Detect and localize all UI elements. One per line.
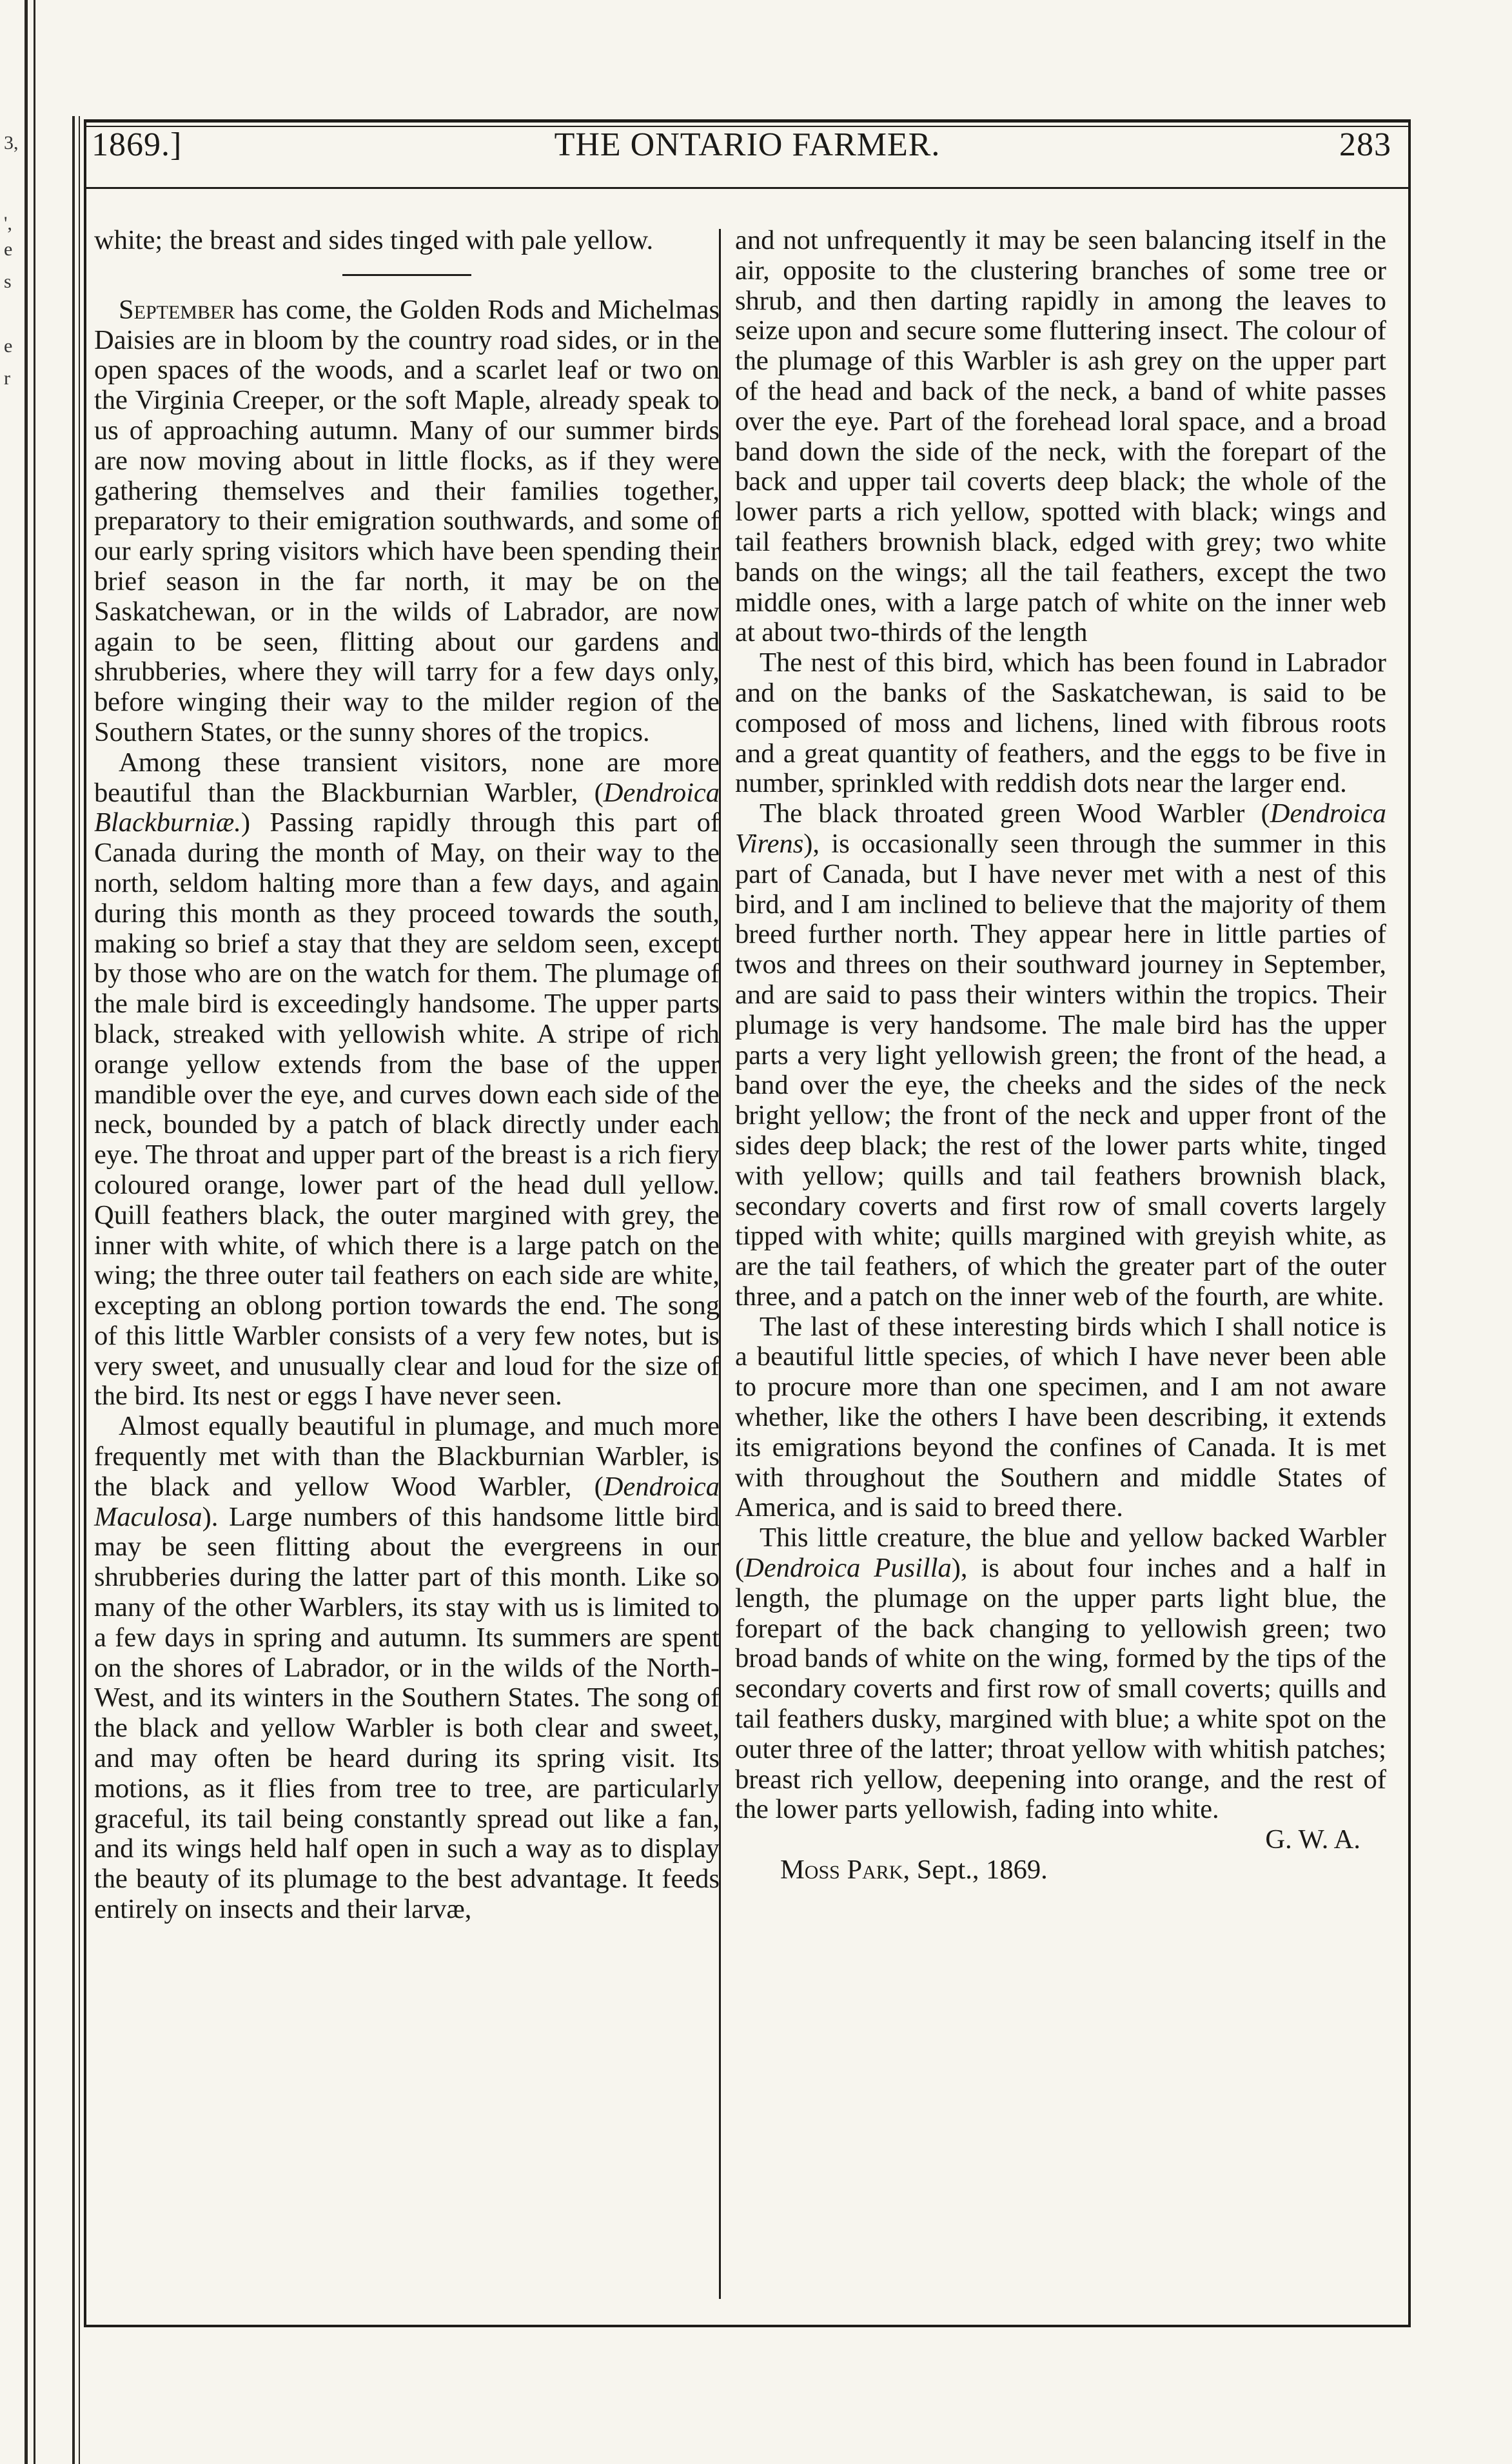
binding-line [25,0,28,2464]
header-title: THE ONTARIO FARMER. [554,126,941,163]
species-name: Dendroica Virens [735,798,1386,859]
paragraph: The nest of this bird, which has been found in Labrador and on the banks of the Saskatchewan, is said to be composed of moss and lichens, lined with fibrous roots and a great quantity of feathers, and the eggs to be five in number, sprinkled with reddish dots near the larger end. [735,647,1386,799]
author-signature: G. W. A. [1265,1824,1360,1855]
species-name: Dendroica Blackburniæ. [94,777,720,838]
header-year: 1869.] [92,126,182,163]
margin-fragment: e [4,335,13,357]
margin-fragment: ', [4,213,12,234]
paragraph: This little creature, the blue and yellow backed Warbler (Dendroica Pusilla), is about four inches and a half in length, the plumage on the upper parts light blue, the forepart of the back changing to yellowish green; two broad bands of white on the wing, formed by the tips of the secondary coverts and first row of small coverts; quills and tail feathers dusky, margined with blue; a white spot on the outer three of the latter; throat yellow with whitish patches; breast rich yellow, deepening into orange, and the rest of the lower parts yellowish, fading into white. [735,1523,1386,1825]
running-header [84,126,1411,190]
binding-edge [0,0,84,2464]
header-rule [84,187,1411,189]
bottom-rule [84,2325,1411,2327]
dateline-date: , Sept., 1869. [903,1855,1048,1886]
right-column [735,226,1386,1886]
paragraph: and not unfrequently it may be seen balancing itself in the air, opposite to the clustering branches of some tree or shrub, and then darting rapidly in among the leaves to seize upon and secure some fluttering insect. The colour of the plumage of this Warbler is ash grey on the upper part of the head and back of the neck, a band of white passes over the eye. Part of the forehead loral space, and a broad band down the side of the neck, with the forepart of the back and upper tail coverts deep black; the whole of the lower parts a rich yellow, spotted with black; wings and tail feathers brownish black, edged with grey; two white bands on the wings; all the tail feathers, except the two middle ones, with a large patch of white on the inner web at about two-thirds of the length [735,225,1386,648]
margin-fragment: 3, [4,132,19,153]
top-rule [84,119,1411,123]
paragraph: white; the breast and sides tinged with pale yellow. [94,225,654,255]
paragraph: The last of these interesting birds which I shall notice is a beautiful little species, of which I have never been able to procure more than one specimen, and I am not aware whether, like the others I have been describing, it extends its emigrations beyond the confines of Canada. It is met with throughout the Southern and middle States of America, and is said to breed there. [735,1311,1386,1523]
left-frame-rule [84,119,86,2325]
binding-line [34,0,35,2464]
paragraph: Almost equally beautiful in plumage, and much more frequently met with than the Blackburnian Warbler, is the black and yellow Wood Warbler, (Dendroica Maculosa). Large numbers of this handsome little bird may be seen flitting about the evergreens in our shrubberies during the latter part of this month. Like so many of the other Warblers, its stay with us is limited to a few days in spring and autumn. Its summers are spent on the shores of Labrador, or in the wilds of the North-West, and its winters in the Southern States. The song of the black and yellow Warbler is both clear and sweet, and may often be heard during its spring visit. Its motions, as it flies from tree to tree, are particularly graceful, its tail being constantly spread out like a fan, and its wings held half open in such a way as to display the beauty of its plumage to the best advantage. It feeds entirely on insects and their larvæ, [94,1411,720,1925]
lead-word: September [119,294,235,325]
margin-fragment: s [4,271,12,292]
dateline-place: Moss Park [780,1855,903,1886]
species-name: Dendroica Maculosa [94,1471,720,1532]
margin-fragment: e [4,239,13,260]
species-name: Dendroica Pusilla [744,1553,952,1584]
section-divider [342,274,471,276]
left-column [94,226,720,1925]
paragraph: Among these transient visitors, none are more beautiful than the Blackburnian Warbler, (Dendroica Blackburniæ.) Passing rapidly through this part of Canada during the month of May, on their way to the north, seldom halting more than a few days, and again during this month as they proceed towards the south, making so brief a stay that they are seldom seen, except by those who are on the watch for them. The plumage of the male bird is exceedingly handsome. The upper parts black, streaked with yellowish white. A stripe of rich orange yellow extends from the base of the upper mandible over the eye, and curves down each side of the neck, bounded by a patch of black directly under each eye. The throat and upper part of the breast is a rich fiery coloured orange, lower part of the head dull yellow. Quill feathers black, the outer margined with grey, the inner with white, of which there is a large patch on the wing; the three outer tail feathers on each side are white, excepting an oblong portion towards the end. The song of this little Warbler consists of a very few notes, but is very sweet, and unusually clear and loud for the size of the bird. Its nest or eggs I have never seen. [94,747,720,1412]
binding-line [79,116,80,2464]
dateline [735,1855,1386,1886]
right-frame-rule [1408,119,1411,2325]
margin-fragment: r [4,368,10,389]
paragraph: September has come, the Golden Rods and Michelmas Daisies are in bloom by the country road sides, or in the open spaces of the woods, and a scarlet leaf or two on the Virginia Creeper, or the soft Maple, already speak to us of approaching autumn. Many of our summer birds are now moving about in little flocks, as if they were gathering themselves and their families together, preparatory to their emigration southwards, and some of our early spring visitors which have been spending their brief season in the far north, it may be on the Saskatchewan, or in the wilds of Labrador, are now again to be seen, flitting about our gardens and shrubberies, where they will tarry for a few days only, before winging their way to the milder region of the Southern States, or the sunny shores of the tropics. [94,294,720,747]
page-frame [84,119,1411,2421]
header-page-number: 283 [1339,126,1391,163]
paragraph: The black throated green Wood Warbler (Dendroica Virens), is occasionally seen through the summer in this part of Canada, but I have never met with a nest of this bird, and I am inclined to believe that the majority of them breed further north. They appear here in little parties of twos and threes on their southward journey in September, and are said to pass their winters within the tropics. Their plumage is very handsome. The male bird has the upper parts a very light yellowish green; the front of the head, a band over the eye, the cheeks and the sides of the neck bright yellow; the front of the neck and upper front of the sides deep black; the rest of the lower parts white, tinged with yellow; quills and tail feathers brownish black, secondary coverts and first row of small coverts largely tipped with white; quills margined with greyish white, as are the tail feathers, of which the greater part of the outer three, and a patch on the inner web of the fourth, are white. [735,798,1386,1312]
binding-line [72,116,75,2464]
